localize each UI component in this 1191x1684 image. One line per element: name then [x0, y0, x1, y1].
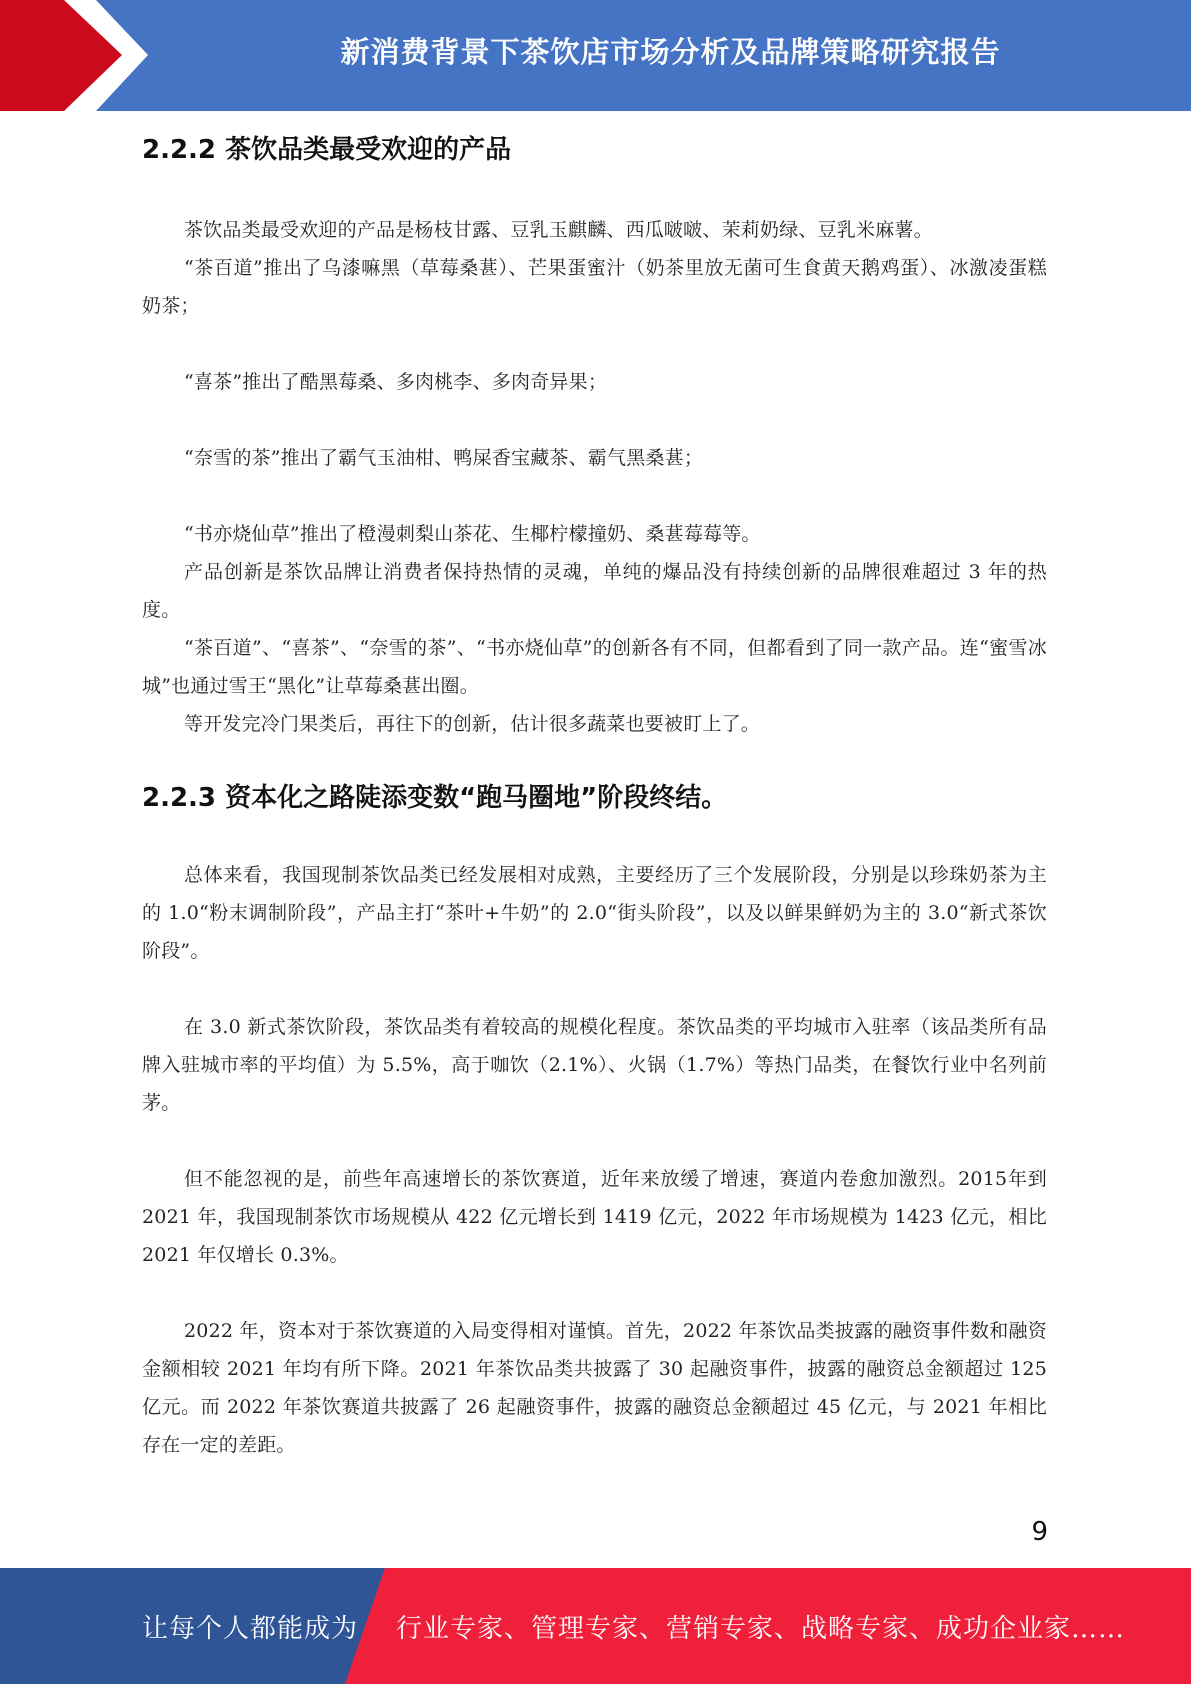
paragraph: 产品创新是茶饮品牌让消费者保持热情的灵魂，单纯的爆品没有持续创新的品牌很难超过 3 年的热度。: [142, 561, 1047, 621]
page-number: 9: [1031, 1517, 1048, 1547]
paragraph: 茶饮品类最受欢迎的产品是杨枝甘露、豆乳玉麒麟、西瓜啵啵、茉莉奶绿、豆乳米麻薯。: [184, 219, 933, 241]
section-heading-2-2-3: 2.2.3 资本化之路陡添变数“跑马圈地”阶段终结。: [142, 783, 728, 813]
report-title: 新消费背景下茶饮店市场分析及品牌策略研究报告: [340, 34, 1001, 69]
page-header: [0, 0, 1191, 111]
paragraph: 但不能忽视的是，前些年高速增长的茶饮赛道，近年来放缓了增速，赛道内卷愈加激烈。2015年到 2021 年，我国现制茶饮市场规模从 422 亿元增长到 1419 亿元，2022 年市场规模为 1423 亿元，相比 2021 年仅增长 0.3%。: [142, 1168, 1047, 1266]
footer-slogan-right: 行业专家、管理专家、营销专家、战略专家、成功企业家……: [396, 1613, 1126, 1644]
paragraph: “茶百道”推出了乌漆嘛黑（草莓桑葚）、芒果蛋蜜汁（奶茶里放无菌可生食黄天鹅鸡蛋）、冰激凌蛋糕奶茶；: [142, 257, 1047, 317]
page-footer: [0, 1568, 1191, 1684]
main-content: [142, 111, 1047, 1464]
paragraph: “喜茶”推出了酷黑莓桑、多肉桃李、多肉奇异果；: [184, 371, 608, 393]
paragraph: 2022 年，资本对于茶饮赛道的入局变得相对谨慎。首先，2022 年茶饮品类披露的融资事件数和融资金额相较 2021 年均有所下降。2021 年茶饮品类共披露了 30 起融资事件，披露的融资总金额超过 125 亿元。而 2022 年茶饮赛道共披露了 26 起融资事件，披露的融资总金额超过 45 亿元，与 2021 年相比存在一定的差距。: [142, 1320, 1047, 1456]
section-heading-2-2-2: 2.2.2 茶饮品类最受欢迎的产品: [142, 135, 512, 165]
paragraph: “茶百道”、“喜茶”、“奈雪的茶”、“书亦烧仙草”的创新各有不同，但都看到了同一款产品。连“蜜雪冰城”也通过雪王“黑化”让草莓桑葚出圈。: [142, 637, 1047, 697]
header-chevron-decoration: [0, 0, 160, 111]
paragraph: 等开发完冷门果类后，再往下的创新，估计很多蔬菜也要被盯上了。: [184, 713, 761, 735]
paragraph: “书亦烧仙草”推出了橙漫刺梨山茶花、生椰柠檬撞奶、桑葚莓莓等。: [184, 523, 761, 545]
footer-slogan-left: 让每个人都能成为: [142, 1613, 359, 1644]
paragraph: 总体来看，我国现制茶饮品类已经发展相对成熟，主要经历了三个发展阶段，分别是以珍珠奶茶为主的 1.0“粉末调制阶段”，产品主打“茶叶+牛奶”的 2.0“街头阶段”，以及以鲜果鲜奶为主的 3.0“新式茶饮阶段”。: [142, 864, 1047, 962]
paragraph: “奈雪的茶”推出了霸气玉油柑、鸭屎香宝藏茶、霸气黑桑葚；: [184, 447, 704, 469]
paragraph: 在 3.0 新式茶饮阶段，茶饮品类有着较高的规模化程度。茶饮品类的平均城市入驻率（该品类所有品牌入驻城市率的平均值）为 5.5%，高于咖饮（2.1%）、火锅（1.7%）等热门品类，在餐饮行业中名列前茅。: [142, 1016, 1047, 1114]
